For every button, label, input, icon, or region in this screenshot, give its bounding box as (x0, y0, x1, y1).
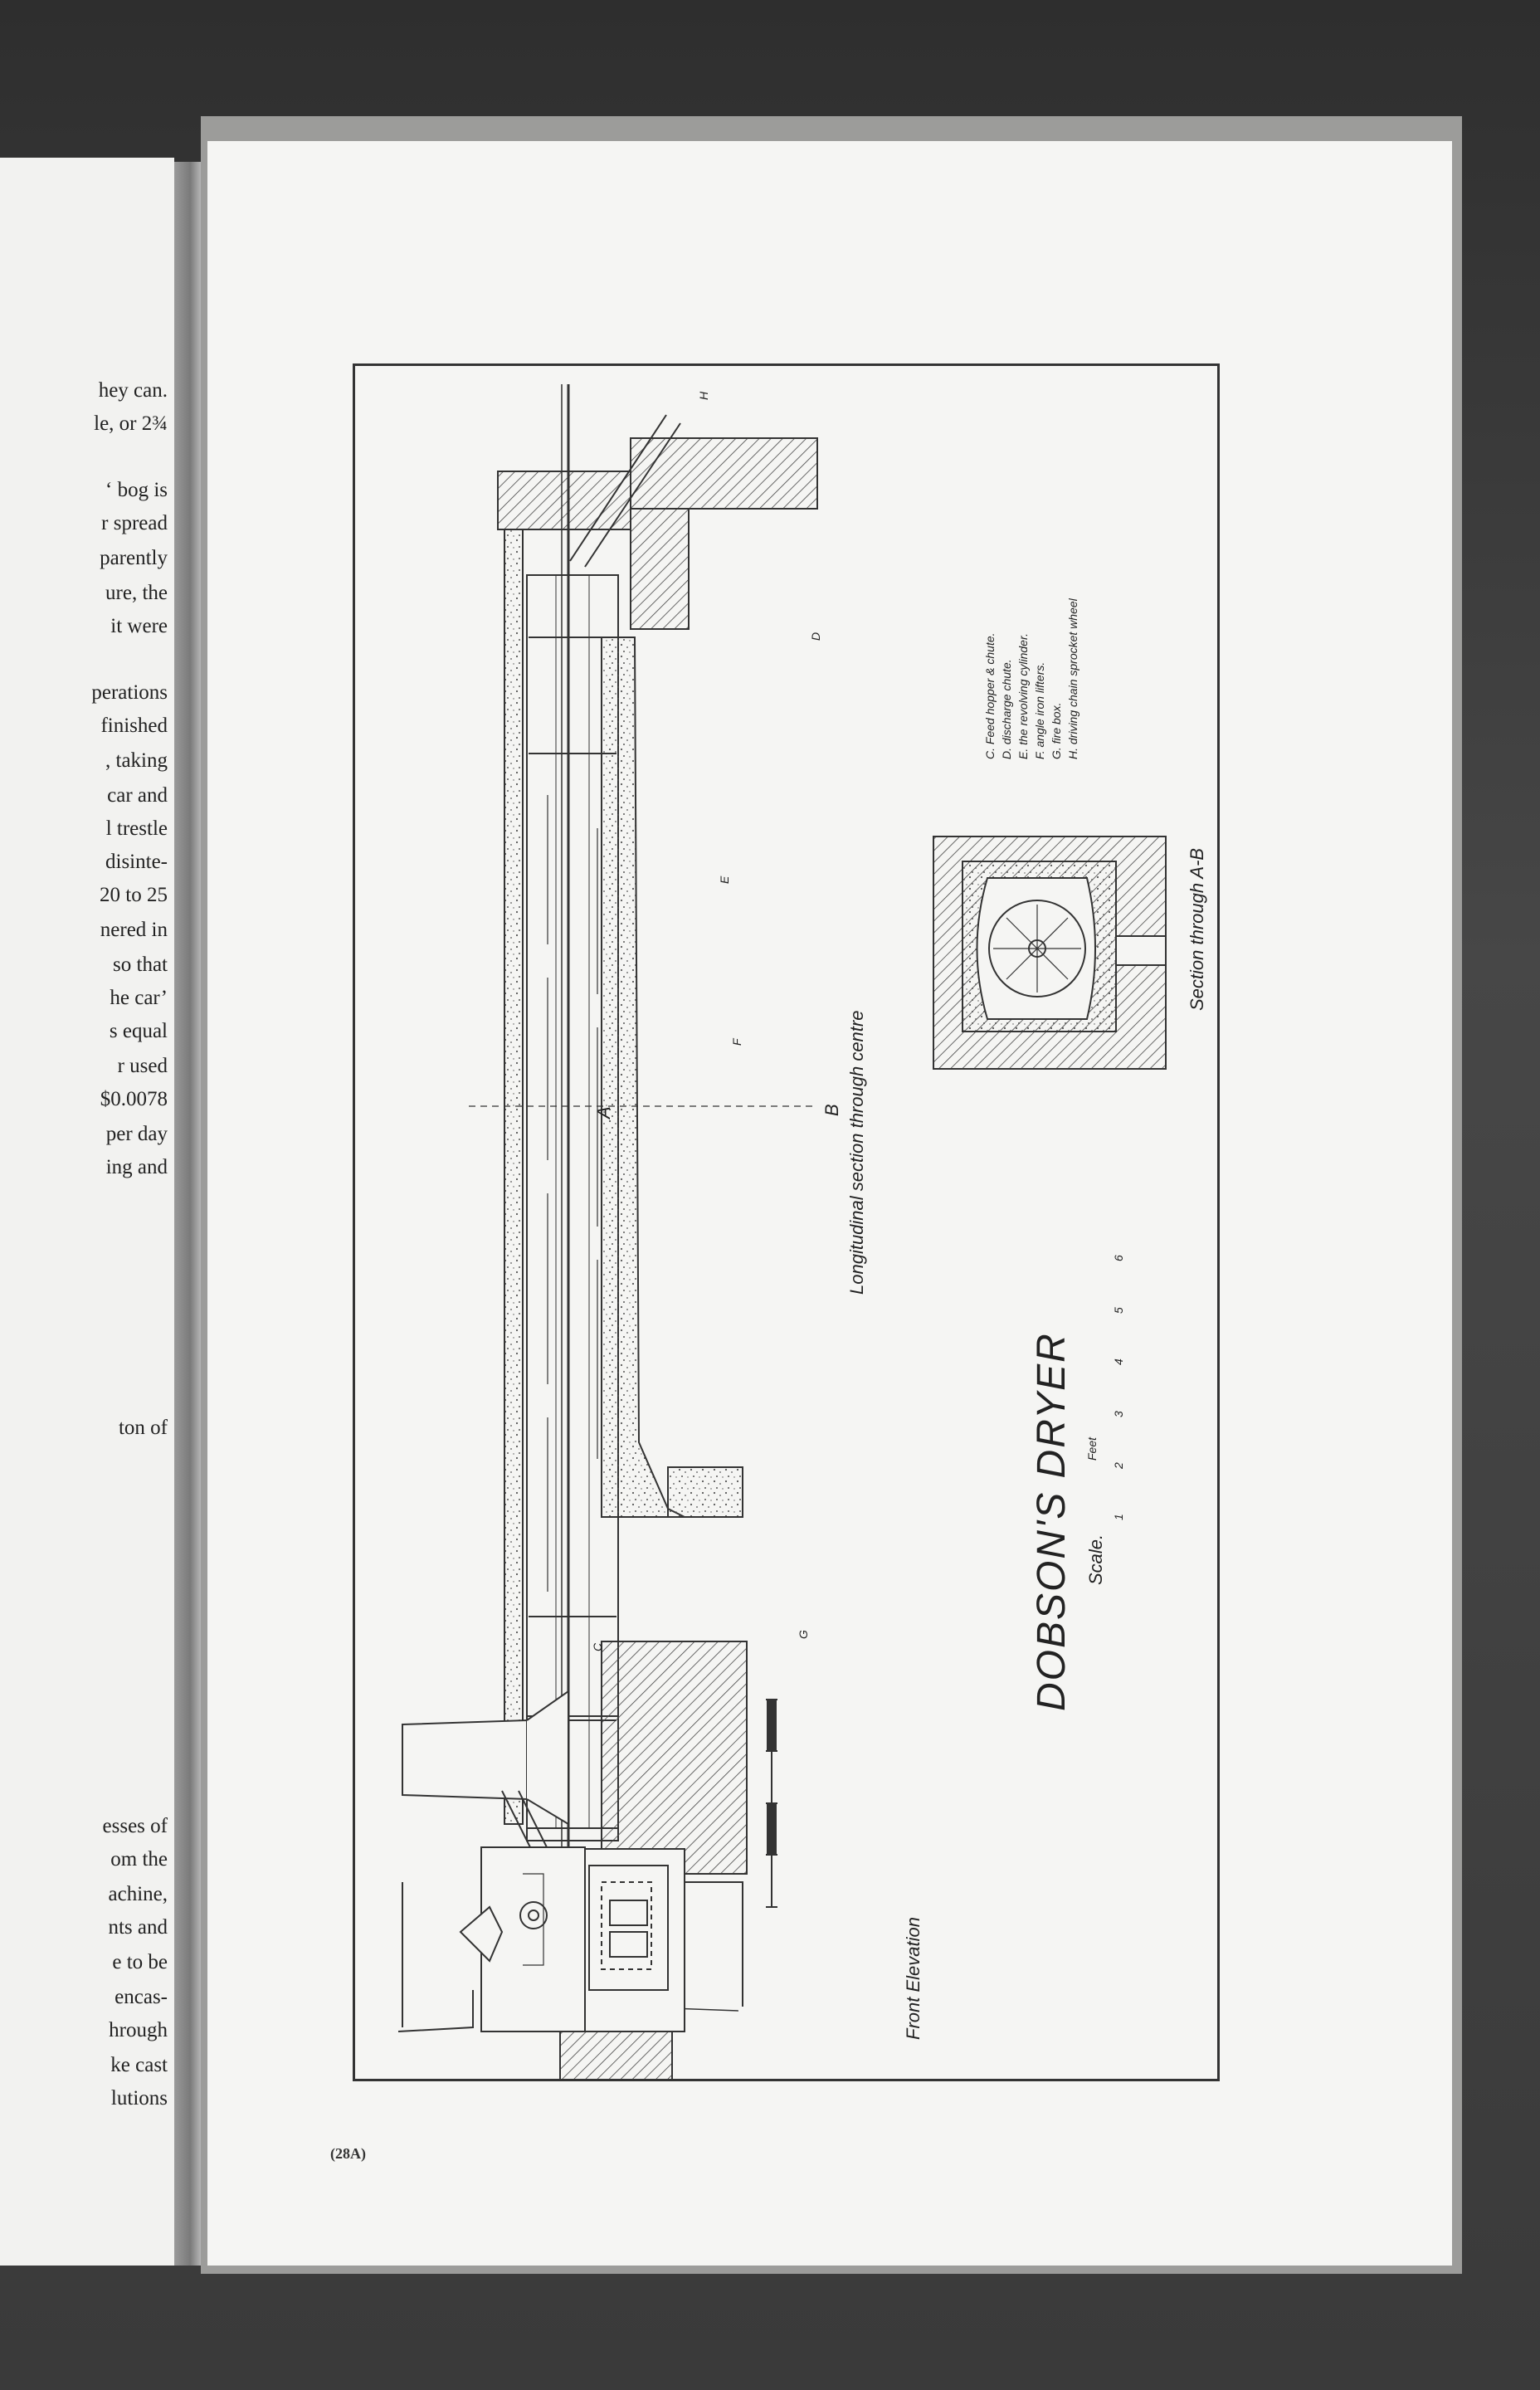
scale-tick-label: 2 (1112, 1462, 1125, 1469)
part-letter-d: D (809, 632, 822, 641)
book-gutter (174, 162, 201, 2266)
text-line: ing and (105, 1156, 168, 1178)
text-line: 20 to 25 (100, 884, 168, 906)
text-line: , taking (105, 749, 168, 772)
scale-tick-label: 6 (1112, 1255, 1125, 1261)
text-line: $0.0078 (100, 1088, 168, 1110)
text-line: e to be (112, 1951, 168, 1973)
point-a-label: A (593, 1106, 614, 1119)
part-letter-h: H (697, 391, 710, 400)
text-line: s equal (109, 1020, 168, 1042)
text-line: le, or 2¾ (94, 412, 168, 435)
text-line: achine, (108, 1883, 168, 1905)
part-letter-e: E (718, 876, 731, 884)
text-line: parently (100, 547, 168, 569)
front-elevation-label: Front Elevation (903, 1917, 924, 2040)
text-line: om the (110, 1848, 168, 1871)
scale-unit-label: Feet (1085, 1436, 1099, 1461)
text-line: r used (117, 1055, 168, 1077)
text-line: per day (105, 1123, 168, 1145)
text-line: nered in (100, 919, 168, 941)
text-line: hey can. (98, 379, 168, 402)
legend-item: E. the revolving cylinder. (1016, 633, 1030, 759)
text-line: r spread (101, 512, 168, 534)
text-line: ure, the (105, 582, 168, 604)
legend-item: H. driving chain sprocket wheel (1066, 598, 1079, 759)
plate-border (353, 363, 1220, 2081)
plate-title: DOBSON'S DRYER (1030, 1332, 1074, 1711)
legend-item: G. fire box. (1050, 702, 1063, 759)
part-letter-g: G (797, 1630, 810, 1639)
scale-tick-label: 3 (1112, 1411, 1125, 1417)
scale-tick-label: 5 (1112, 1307, 1125, 1314)
text-line: nts and (108, 1916, 168, 1939)
page-number: (28A) (330, 2145, 366, 2162)
text-line: so that (113, 954, 168, 976)
cross-section-label: Section through A-B (1187, 847, 1207, 1011)
scale-tick-label: 4 (1112, 1358, 1125, 1365)
longitudinal-section-label: Longitudinal section through centre (846, 1010, 867, 1295)
text-line: encas- (115, 1986, 168, 2008)
scale-tick-label: 1 (1112, 1514, 1125, 1520)
text-line: disinte- (105, 851, 168, 873)
text-line: lutions (110, 2087, 168, 2110)
legend-item: D. discharge chute. (1000, 659, 1013, 759)
point-b-label: B (821, 1104, 842, 1116)
text-line: l trestle (105, 817, 168, 840)
scale-label: Scale. (1085, 1534, 1106, 1585)
text-line: hrough (109, 2019, 168, 2041)
part-letter-f: F (730, 1038, 743, 1046)
text-line: ke cast (110, 2054, 168, 2076)
legend-item: F. angle iron lifters. (1033, 661, 1046, 759)
text-line: he car’ (110, 987, 168, 1009)
text-line: esses of (102, 1815, 168, 1837)
text-line: perations (91, 681, 168, 704)
text-line: it were (110, 615, 168, 637)
legend-item: C. Feed hopper & chute. (983, 632, 997, 759)
text-line: ton of (118, 1417, 168, 1439)
part-letter-c: C (591, 1642, 604, 1651)
text-line: finished (100, 715, 168, 737)
text-line: ‘ bog is (105, 479, 168, 501)
previous-page (0, 158, 174, 2266)
text-line: car and (107, 784, 168, 807)
